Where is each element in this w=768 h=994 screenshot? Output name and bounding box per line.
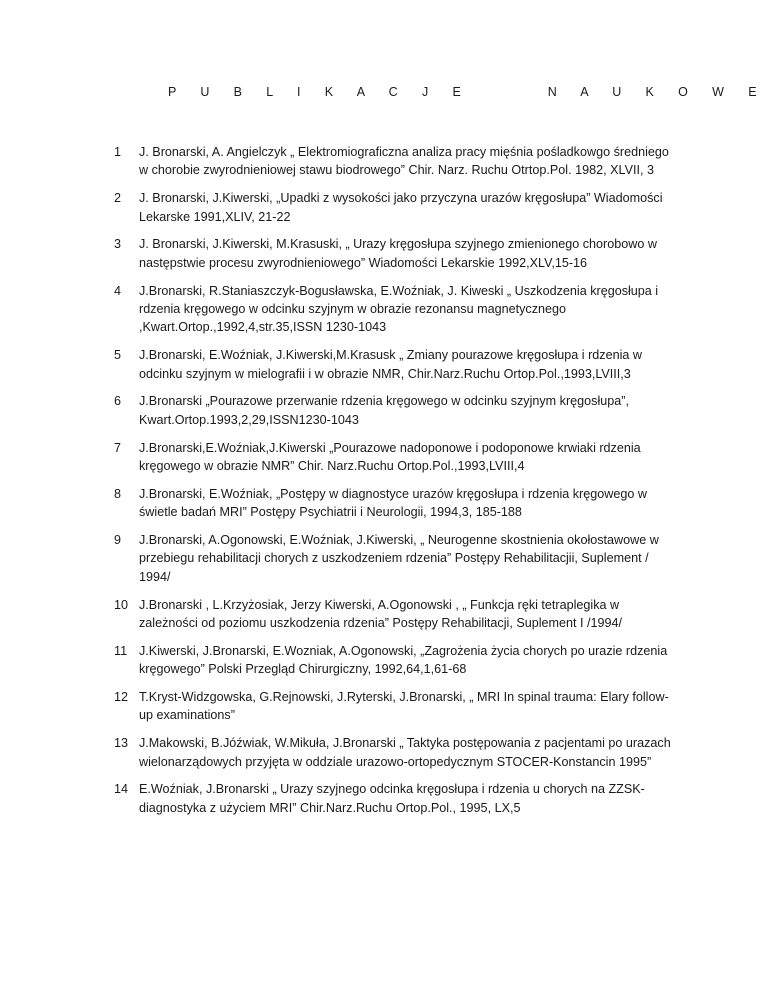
- entry-text: J.Kiwerski, J.Bronarski, E.Wozniak, A.Ogonowski, „Zagrożenia życia chorych po urazie rdzenia kręgowego” Polski Przegląd Chirurgiczny, 1992,64,1,61-68: [139, 643, 668, 677]
- list-item: [114, 596, 674, 633]
- list-item: [114, 531, 674, 586]
- entry-text: J. Bronarski, J.Kiwerski, „Upadki z wysokości jako przyczyna urazów kręgosłupa” Wiadomości Lekarske 1991,XLIV, 21-22: [139, 191, 663, 224]
- list-item: [114, 143, 674, 180]
- list-item: [114, 235, 674, 272]
- entry-text: J. Bronarski, J.Kiwerski, M.Krasuski, „ Urazy kręgosłupa szyjnego zmienionego chorobowo w następstwie procesu zwyrodnieniowego” Wiadomości Lekarskie 1992,XLV,15-16: [139, 237, 657, 270]
- entry-text: E.Woźniak, J.Bronarski „ Urazy szyjnego odcinka kręgosłupa i rdzenia u chorych na ZZSK-diagnostyka z użyciem MRI” Chir.Narz.Ruchu Ortop.Pol., 1995, LX,5: [139, 782, 645, 815]
- entry-text: J.Bronarski, E.Woźniak, „Postępy w diagnostyce urazów kręgosłupa i rdzenia kręgowego w świetle badań MRI” Postępy Psychiatrii i Neurologii, 1994,3, 185-188: [139, 486, 647, 520]
- entry-text: J.Bronarski,E.Woźniak,J.Kiwerski „Pourazowe nadoponowe i podoponowe krwiaki rdzenia kręgowego w obrazie NMR” Chir. Narz.Ruchu Ortop.Pol.,1993,LVIII,4: [139, 440, 641, 474]
- entry-number: 4: [114, 283, 122, 298]
- entry-text: J.Bronarski , L.Krzyżosiak, Jerzy Kiwerski, A.Ogonowski , „ Funkcja ręki tetraplegika w zależności od poziomu uszkodzenia rdzenia” Postępy Rehabilitacji, Suplement I /1994/: [139, 597, 623, 631]
- entry-text: J.Bronarski, R.Staniaszczyk-Bogusławska, E.Woźniak, J. Kiweski „ Uszkodzenia kręgosłupa i rdzenia kręgowego w odcinku szyjnym w obrazie rezonansu magnetycznego ,Kwart.Ortop.,1992,4,str.35,ISSN 1230-1043: [139, 283, 659, 335]
- list-item: [114, 734, 674, 771]
- entry-text: T.Kryst-Widzgowska, G.Rejnowski, J.Ryterski, J.Bronarski, „ MRI In spinal trauma: Elary follow-up examinations”: [139, 690, 669, 723]
- publication-list: [114, 143, 674, 827]
- list-item: [114, 282, 674, 337]
- list-item: [114, 189, 674, 226]
- list-item: [114, 780, 674, 817]
- list-item: [114, 439, 674, 476]
- document-title: P U B L I K A C J E N A U K O W E: [168, 85, 760, 99]
- entry-text: J. Bronarski, A. Angielczyk „ Elektromiograficzna analiza pracy mięśnia pośladkowgo średniego w chorobie zwyrodnieniowej stawu biodrowego” Chir. Narz. Ruchu Otrtop.Pol. 1982, XLVII, 3: [139, 145, 669, 178]
- entry-number: 1: [114, 145, 122, 159]
- entry-number: 12: [114, 690, 129, 705]
- entry-number: 7: [114, 440, 122, 455]
- entry-number: 2: [114, 191, 122, 206]
- entry-number: 10: [114, 597, 129, 612]
- entry-number: 9: [114, 533, 122, 548]
- entry-number: 8: [114, 486, 122, 501]
- entry-number: 13: [114, 736, 129, 751]
- entry-text: J.Bronarski „Pourazowe przerwanie rdzenia kręgowego w odcinku szyjnym kręgosłupa”, Kwart.Ortop.1993,2,29,ISSN1230-1043: [139, 394, 629, 427]
- list-item: [114, 688, 674, 725]
- entry-number: 5: [114, 348, 122, 363]
- list-item: [114, 485, 674, 522]
- list-item: [114, 346, 674, 383]
- list-item: [114, 392, 674, 429]
- entry-text: J.Bronarski, A.Ogonowski, E.Woźniak, J.Kiwerski, „ Neurogenne skostnienia okołostawowe w przebiegu rehabilitacji chorych z uszkodzeniem rdzenia” Postępy Rehabilitacjii, Suplement / 1994/: [139, 533, 659, 584]
- entry-number: 11: [114, 643, 128, 658]
- entry-text: J.Makowski, B.Jóźwiak, W.Mikuła, J.Bronarski „ Taktyka postępowania z pacjentami po urazach wielonarządowych przyjęta w oddziale urazowo-ortopedycznym STOCER-Konstancin 1995”: [139, 736, 671, 769]
- entry-number: 14: [114, 782, 129, 797]
- entry-number: 3: [114, 237, 122, 252]
- list-item: [114, 642, 674, 679]
- entry-text: J.Bronarski, E.Woźniak, J.Kiwerski,M.Krasusk „ Zmiany pourazowe kręgosłupa i rdzenia w odcinku szyjnym w mielografii i w obrazie NMR, Chir.Narz.Ruchu Ortop.Pol.,1993,LVIII,3: [139, 348, 642, 381]
- entry-number: 6: [114, 394, 122, 409]
